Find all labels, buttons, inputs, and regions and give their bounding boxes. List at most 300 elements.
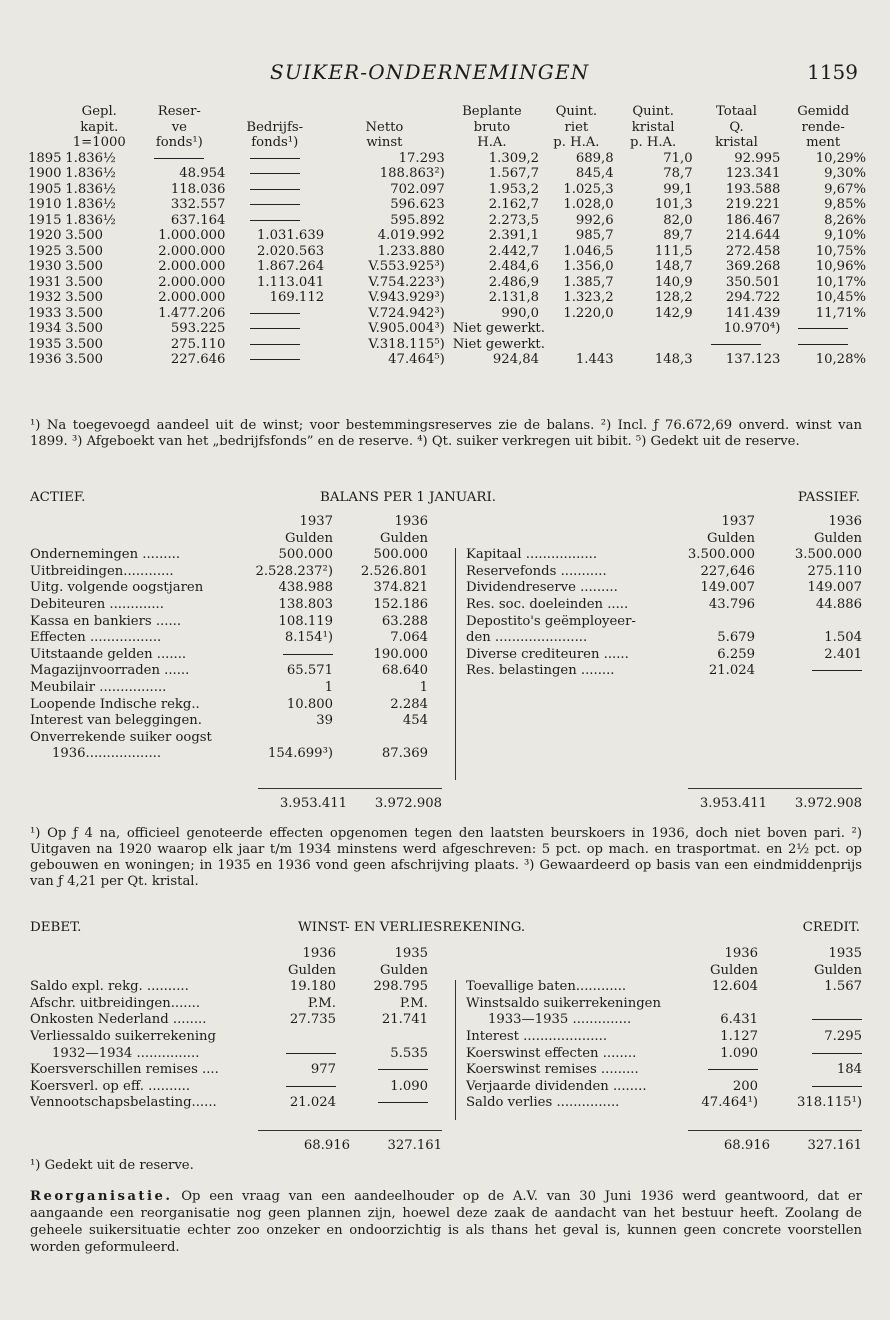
account-value: 8.154¹) xyxy=(284,630,333,646)
history-cell: 10,75% xyxy=(815,243,866,259)
account-label: Uitbreidingen............ xyxy=(30,563,174,579)
history-cell: 48.954 xyxy=(179,166,226,181)
account-label: Ondernemingen ......... xyxy=(30,547,181,563)
account-value xyxy=(708,1062,758,1079)
history-cell: 3.500 xyxy=(65,243,104,259)
history-cell xyxy=(133,151,225,167)
account-header-row xyxy=(30,946,440,963)
history-cell: 2.000.000 xyxy=(158,290,226,305)
account-label: Meubilair ................ xyxy=(30,679,167,695)
history-cell xyxy=(225,352,324,368)
history-cell xyxy=(225,337,324,353)
history-col-header: rende- xyxy=(801,119,845,135)
history-cell: 3.500 xyxy=(65,259,104,274)
history-col-header: Reser- xyxy=(157,104,201,119)
history-cell: 1.836½ xyxy=(65,166,116,181)
passief-total-1937: 3.953.411 xyxy=(699,796,767,811)
account-value: 149.007 xyxy=(807,580,862,596)
history-col-header: Q. xyxy=(729,119,744,135)
debet-label: DEBET. xyxy=(30,920,82,935)
account-row xyxy=(466,647,862,664)
passief-label: PASSIEF. xyxy=(797,490,860,505)
account-label: Uitstaande gelden ....... xyxy=(30,646,187,662)
account-label: Debiteuren ............. xyxy=(30,596,164,612)
account-value: 5.679 xyxy=(717,630,755,646)
history-cell: 990,0 xyxy=(501,305,540,321)
account-value: 138.803 xyxy=(278,596,333,612)
account-value: 152.186 xyxy=(373,596,428,612)
history-row xyxy=(28,228,866,244)
account-row xyxy=(30,1079,440,1096)
account-value: 977 xyxy=(310,1062,336,1078)
history-cell: 17.293 xyxy=(398,150,445,166)
history-row xyxy=(28,275,866,291)
actief-total-1937: 3.953.411 xyxy=(279,796,347,811)
history-cell: 1.031.639 xyxy=(256,228,325,243)
account-row xyxy=(30,1095,440,1112)
account-value: 2.528.237²) xyxy=(255,563,333,579)
account-value: 298.795 xyxy=(373,979,428,995)
account-row xyxy=(466,564,862,581)
history-cell: 3.500 xyxy=(65,321,104,336)
account-header-row xyxy=(466,531,862,548)
history-cell: 2.000.000 xyxy=(158,243,226,259)
account-label: Kassa en bankiers ...... xyxy=(30,613,182,629)
history-cell: 2.391,1 xyxy=(488,228,540,243)
history-cell: 924,84 xyxy=(492,352,540,367)
account-value: 21.024 xyxy=(289,1095,336,1111)
account-value xyxy=(812,1012,862,1029)
account-row xyxy=(30,597,440,614)
account-value: 7.295 xyxy=(824,1028,862,1044)
history-cell: V.905.004³) xyxy=(368,321,445,336)
history-cell xyxy=(225,213,324,229)
history-col-header xyxy=(28,120,65,136)
history-cell xyxy=(780,321,866,337)
col-header: Gulden xyxy=(814,962,862,978)
col-header: 1936 xyxy=(828,514,862,529)
history-cell: 123.341 xyxy=(725,166,781,181)
history-cell: 140,9 xyxy=(654,274,693,290)
col-header: 1935 xyxy=(394,946,428,961)
history-cell: 1930 xyxy=(28,259,62,274)
history-cell: 3.500 xyxy=(65,274,104,290)
col-header: Gulden xyxy=(288,962,336,978)
account-value: 1.567 xyxy=(824,979,862,995)
history-cell: 294.722 xyxy=(725,290,781,305)
history-cell: 10,28% xyxy=(815,352,866,367)
history-col-header: kristal xyxy=(715,135,758,150)
credit-total-1935: 327.161 xyxy=(807,1138,862,1153)
history-cell: 2.162,7 xyxy=(488,197,540,212)
col-header: 1936 xyxy=(302,946,336,961)
history-col-header: ve xyxy=(171,119,187,135)
history-col-header: Totaal xyxy=(716,104,757,119)
history-header xyxy=(28,104,866,151)
passief-total-1936: 3.972.908 xyxy=(794,796,862,811)
history-cell: 101,3 xyxy=(654,197,693,212)
account-label: Depostito's geëmployeer- xyxy=(466,613,636,629)
account-value xyxy=(283,647,333,664)
account-value: 63.288 xyxy=(381,613,428,629)
account-value: P.M. xyxy=(399,995,428,1011)
account-value: 1 xyxy=(419,679,428,695)
history-cell: 82,0 xyxy=(663,212,693,228)
actief-total-1936: 3.972.908 xyxy=(374,796,442,811)
history-cell: 1.867.264 xyxy=(256,259,325,274)
account-label: Res. soc. doeleinden ..... xyxy=(466,596,629,612)
history-cell: 1.113.041 xyxy=(256,274,325,290)
history-cell: 111,5 xyxy=(654,243,693,259)
history-cell: 1925 xyxy=(28,243,62,259)
account-value: 43.796 xyxy=(708,596,755,612)
account-label: Saldo verlies ............... xyxy=(466,1095,620,1111)
account-row xyxy=(466,614,862,631)
account-value: 5.535 xyxy=(390,1045,428,1061)
history-cell: 3.500 xyxy=(65,228,104,243)
history-cell: 2.442,7 xyxy=(488,243,540,259)
history-cell: 3.500 xyxy=(65,336,104,352)
account-value: 200 xyxy=(732,1078,758,1094)
account-value: 87.369 xyxy=(381,746,428,762)
history-col-header: p. H.A. xyxy=(553,135,600,150)
history-cell: 9,30% xyxy=(824,166,866,181)
history-cell: Niet gewerkt. xyxy=(452,321,545,336)
history-cell: 1.233.880 xyxy=(377,243,445,259)
col-header: 1936 xyxy=(724,946,758,961)
history-cell: 1933 xyxy=(28,305,62,321)
account-value: 3.500.000 xyxy=(794,547,862,563)
history-row xyxy=(28,259,866,275)
account-value: 47.464¹) xyxy=(701,1095,758,1111)
account-row xyxy=(30,1046,440,1063)
history-cell: 2.020.563 xyxy=(256,243,325,259)
account-row xyxy=(30,680,440,697)
account-label: Winstsaldo suikerrekeningen xyxy=(466,995,661,1011)
history-cell: 4.019.992 xyxy=(377,228,445,243)
history-col-header: ment xyxy=(806,135,841,150)
history-cell: 1905 xyxy=(28,181,62,197)
pl-footnote: ¹) Gedekt uit de reserve. xyxy=(30,1158,194,1173)
history-cell: 47.464⁵) xyxy=(388,352,445,367)
col-header: 1937 xyxy=(721,514,755,529)
history-cell: 1.385,7 xyxy=(563,274,614,290)
history-cell: 2.131,8 xyxy=(488,290,540,305)
history-cell: 369.268 xyxy=(725,259,781,274)
history-cell: 71,0 xyxy=(663,150,693,166)
history-cell: 1.025,3 xyxy=(563,181,614,197)
history-cell: 1934 xyxy=(28,321,62,336)
credit-column xyxy=(466,946,862,1112)
history-cell: 272.458 xyxy=(725,243,781,259)
history-cell: 985,7 xyxy=(575,228,614,243)
account-row xyxy=(466,1029,862,1046)
account-value xyxy=(812,1046,862,1063)
history-cell: 148,3 xyxy=(654,352,693,367)
history-cell: 10,96% xyxy=(815,259,866,274)
account-value: 318.115¹) xyxy=(797,1095,862,1111)
account-header-row xyxy=(466,963,862,980)
history-cell: 593.225 xyxy=(170,321,226,336)
account-row xyxy=(30,746,440,763)
history-cell xyxy=(225,166,324,182)
account-label: Effecten ................. xyxy=(30,630,162,646)
history-cell: 227.646 xyxy=(170,352,226,367)
account-row xyxy=(30,1062,440,1079)
history-cell: 332.557 xyxy=(170,197,226,212)
account-label: Koerswinst effecten ........ xyxy=(466,1045,637,1061)
actief-label: ACTIEF. xyxy=(30,490,86,505)
history-cell: 992,6 xyxy=(575,212,614,228)
account-value: 500.000 xyxy=(278,547,333,563)
history-cell: 350.501 xyxy=(725,274,781,290)
account-value: 21.024 xyxy=(708,663,755,679)
history-row xyxy=(28,306,866,322)
history-body xyxy=(28,151,866,368)
col-header: 1935 xyxy=(828,946,862,961)
account-row xyxy=(30,730,440,747)
history-row xyxy=(28,197,866,213)
account-value: 108.119 xyxy=(278,613,333,629)
history-cell: 596.623 xyxy=(390,197,445,212)
account-row xyxy=(466,1095,862,1112)
debet-column xyxy=(30,946,440,1112)
account-row xyxy=(30,697,440,714)
account-value: 190.000 xyxy=(373,646,428,662)
account-row xyxy=(466,1012,862,1029)
history-cell: 2.000.000 xyxy=(158,259,226,274)
history-cell: 1.000.000 xyxy=(158,228,226,243)
history-cell: V.943.929³) xyxy=(368,290,445,305)
account-value: 1.090 xyxy=(390,1078,428,1094)
credit-total-rule xyxy=(688,1130,862,1131)
account-label: Kapitaal ................. xyxy=(466,547,598,563)
account-value: 6.431 xyxy=(720,1012,758,1028)
history-col-header: Quint. xyxy=(632,104,674,119)
history-cell: 9,67% xyxy=(824,181,866,197)
account-value: 10.800 xyxy=(286,696,333,712)
account-row xyxy=(466,1079,862,1096)
account-row xyxy=(466,547,862,564)
pl-heading xyxy=(30,920,860,938)
history-cell: 1.953,2 xyxy=(488,181,540,197)
actief-column xyxy=(30,514,440,763)
account-header-row xyxy=(466,514,862,531)
history-col-header: Gepl. xyxy=(81,104,117,119)
col-header: Gulden xyxy=(380,530,428,546)
history-cell: 1.220,0 xyxy=(563,305,614,321)
account-label: Koersverl. op eff. .......... xyxy=(30,1078,191,1094)
pl-title: WINST- EN VERLIESREKENING. xyxy=(298,920,526,935)
account-value: 44.886 xyxy=(815,596,862,612)
debet-total-1936: 68.916 xyxy=(303,1138,350,1153)
history-cell xyxy=(225,197,324,213)
history-cell: 637.164 xyxy=(170,212,226,228)
history-cell: 3.500 xyxy=(65,305,104,321)
account-value: 1.090 xyxy=(720,1045,758,1061)
col-header: Gulden xyxy=(707,530,755,546)
col-header: Gulden xyxy=(814,530,862,546)
account-value: 1 xyxy=(324,679,333,695)
history-row xyxy=(28,244,866,260)
passief-total-rule xyxy=(688,788,862,789)
history-col-header: H.A. xyxy=(477,135,507,150)
history-footnote: ¹) Na toegevoegd aandeel uit de winst; voor bestemmingsreserves zie de balans. ²) Incl. ƒ 76.672,69 onverd. winst van 1899. ³) Afgeboekt van het „bedrijfsfonds” en de reserve. ⁴) Qt. suiker verkregen uit bibit. ⁵) Gedekt uit de reserve. xyxy=(30,418,862,449)
history-cell: 1895 xyxy=(28,150,62,166)
history-cell: 118.036 xyxy=(170,181,226,197)
history-cell: 1.309,2 xyxy=(488,150,540,166)
history-cell: 1920 xyxy=(28,228,62,243)
account-label: 1936.................. xyxy=(52,746,162,762)
history-cell: 10,17% xyxy=(815,274,866,290)
history-col-header: Netto xyxy=(365,119,404,135)
history-cell xyxy=(225,182,324,198)
account-label: Diverse crediteuren ...... xyxy=(466,646,629,662)
history-cell: 214.644 xyxy=(725,228,781,243)
balance-footnote: ¹) Op ƒ 4 na, officieel genoteerde effecten opgenomen tegen den laatsten beurskoers in 1936, doch niet boven pari. ²) Uitgaven na 1920 waarop elk jaar t/m 1934 minstens werd afgeschreven: 5 pct. op mach. en trasportmat. en 2½ pct. op gebouwen en woningen; in 1935 en 1936 vond geen afschrijving plaats. ³) Gewaardeerd op basis van een eindmiddenprijs van ƒ 4,21 per Qt. kristal. xyxy=(30,826,862,889)
history-cell: 1.477.206 xyxy=(158,305,226,321)
page-title: SUIKER-ONDERNEMINGEN xyxy=(270,60,590,84)
history-col-header: Gemidd xyxy=(797,104,850,119)
account-value xyxy=(812,1079,862,1096)
credit-total-1936: 68.916 xyxy=(723,1138,770,1153)
history-cell xyxy=(225,306,324,322)
account-header-row xyxy=(30,514,440,531)
account-value: 154.699³) xyxy=(268,746,333,762)
account-value: 39 xyxy=(316,713,333,729)
history-cell: 169.112 xyxy=(269,290,325,305)
account-label: Res. belastingen ........ xyxy=(466,663,615,679)
history-cell: 1935 xyxy=(28,336,62,352)
col-header: Gulden xyxy=(710,962,758,978)
history-cell: 1931 xyxy=(28,274,62,290)
col-header: 1936 xyxy=(394,514,428,529)
account-row xyxy=(466,979,862,996)
account-row xyxy=(466,663,862,680)
account-row xyxy=(30,614,440,631)
account-header-row xyxy=(466,946,862,963)
account-header-row xyxy=(30,963,440,980)
history-row xyxy=(28,321,866,337)
credit-label: CREDIT. xyxy=(802,920,860,935)
history-cell xyxy=(225,151,324,167)
account-row xyxy=(466,580,862,597)
history-col-header: Beplante xyxy=(462,104,522,119)
history-col-header xyxy=(28,104,65,120)
account-row xyxy=(466,630,862,647)
history-cell: 1.443 xyxy=(575,352,614,367)
account-label: Verjaarde dividenden ........ xyxy=(466,1078,647,1094)
account-row xyxy=(466,597,862,614)
account-label: Loopende Indische rekg.. xyxy=(30,696,200,712)
history-col-header: Quint. xyxy=(555,104,598,119)
history-row xyxy=(28,151,866,167)
history-col-header xyxy=(28,135,65,151)
history-cell: 1900 xyxy=(28,166,62,181)
account-value: 275.110 xyxy=(807,563,862,579)
account-value: 19.180 xyxy=(289,979,336,995)
account-value xyxy=(378,1095,428,1112)
account-label: Verliessaldo suikerrekening xyxy=(30,1028,216,1044)
account-value: 2.526.801 xyxy=(360,563,428,579)
history-row xyxy=(28,290,866,306)
reorg-paragraph xyxy=(30,1188,862,1256)
history-cell: 141.439 xyxy=(725,305,781,321)
history-cell: 148,7 xyxy=(654,259,693,274)
history-col-header xyxy=(324,104,445,120)
history-col-header: fonds¹) xyxy=(251,135,299,150)
page-header xyxy=(0,60,890,90)
history-cell: 219.221 xyxy=(725,197,781,212)
account-row xyxy=(30,996,440,1013)
history-cell: 1.046,5 xyxy=(563,243,614,259)
history-cell: 689,8 xyxy=(575,150,614,166)
history-row xyxy=(28,182,866,198)
account-label: Afschr. uitbreidingen....... xyxy=(30,995,201,1011)
history-row xyxy=(28,337,866,353)
reorg-text: Op een vraag van een aandeelhouder op de A.V. van 30 Juni 1936 werd geantwoord, dat er aangaande een reorganisatie nog geen plannen zijn, hoewel deze zaak de aandacht van het bestuur heeft. Zoolang de geheele suikersituatie echter zoo onzeker en ondoorzichtig is als thans het geval is, kunnen geen concrete voorstellen worden geformuleerd. xyxy=(30,1189,862,1255)
history-col-header: bruto xyxy=(473,119,511,135)
balance-title: BALANS PER 1 JANUARI. xyxy=(320,490,497,505)
account-row xyxy=(30,663,440,680)
account-label: Magazijnvoorraden ...... xyxy=(30,663,190,679)
account-value: 12.604 xyxy=(711,979,758,995)
history-cell: 2.484,6 xyxy=(488,259,540,274)
account-row xyxy=(466,1062,862,1079)
col-header: Gulden xyxy=(380,962,428,978)
account-label: Onverrekende suiker oogst xyxy=(30,729,212,745)
history-row xyxy=(28,166,866,182)
history-cell: 137.123 xyxy=(725,352,781,367)
account-header-row xyxy=(30,531,440,548)
history-cell: 1.836½ xyxy=(65,150,116,166)
account-value: 438.988 xyxy=(278,580,333,596)
passief-column xyxy=(466,514,862,680)
account-label: den ...................... xyxy=(466,630,588,646)
account-value: 21.741 xyxy=(381,1012,428,1028)
account-label: 1932—1934 ............... xyxy=(52,1045,200,1061)
history-row xyxy=(28,213,866,229)
history-cell: 142,9 xyxy=(654,305,693,321)
account-label: Saldo expl. rekg. .......... xyxy=(30,979,189,995)
account-value: P.M. xyxy=(307,995,336,1011)
account-row xyxy=(30,1029,440,1046)
history-col-header: 1=1000 xyxy=(72,135,126,150)
history-cell: 2.486,9 xyxy=(488,274,540,290)
account-value: 500.000 xyxy=(373,547,428,563)
account-row xyxy=(30,547,440,564)
history-cell xyxy=(780,337,866,353)
account-value: 6.259 xyxy=(717,646,755,662)
history-cell: 1.323,2 xyxy=(563,290,614,305)
account-value xyxy=(812,663,862,680)
pl-divider xyxy=(455,980,456,1120)
account-row xyxy=(30,630,440,647)
history-cell: 1.356,0 xyxy=(563,259,614,274)
account-value: 149.007 xyxy=(700,580,755,596)
account-label: Uitg. volgende oogstjaren xyxy=(30,580,204,596)
history-cell: 89,7 xyxy=(663,228,693,243)
history-cell: 275.110 xyxy=(170,336,226,352)
account-row xyxy=(30,1012,440,1029)
balance-divider xyxy=(455,548,456,780)
account-row xyxy=(30,580,440,597)
history-cell: V.553.925³) xyxy=(368,259,445,274)
history-cell: 1.836½ xyxy=(65,212,116,228)
history-cell: 2.273,5 xyxy=(488,212,540,228)
history-cell: 99,1 xyxy=(663,181,693,197)
account-value: 227,646 xyxy=(700,563,755,579)
